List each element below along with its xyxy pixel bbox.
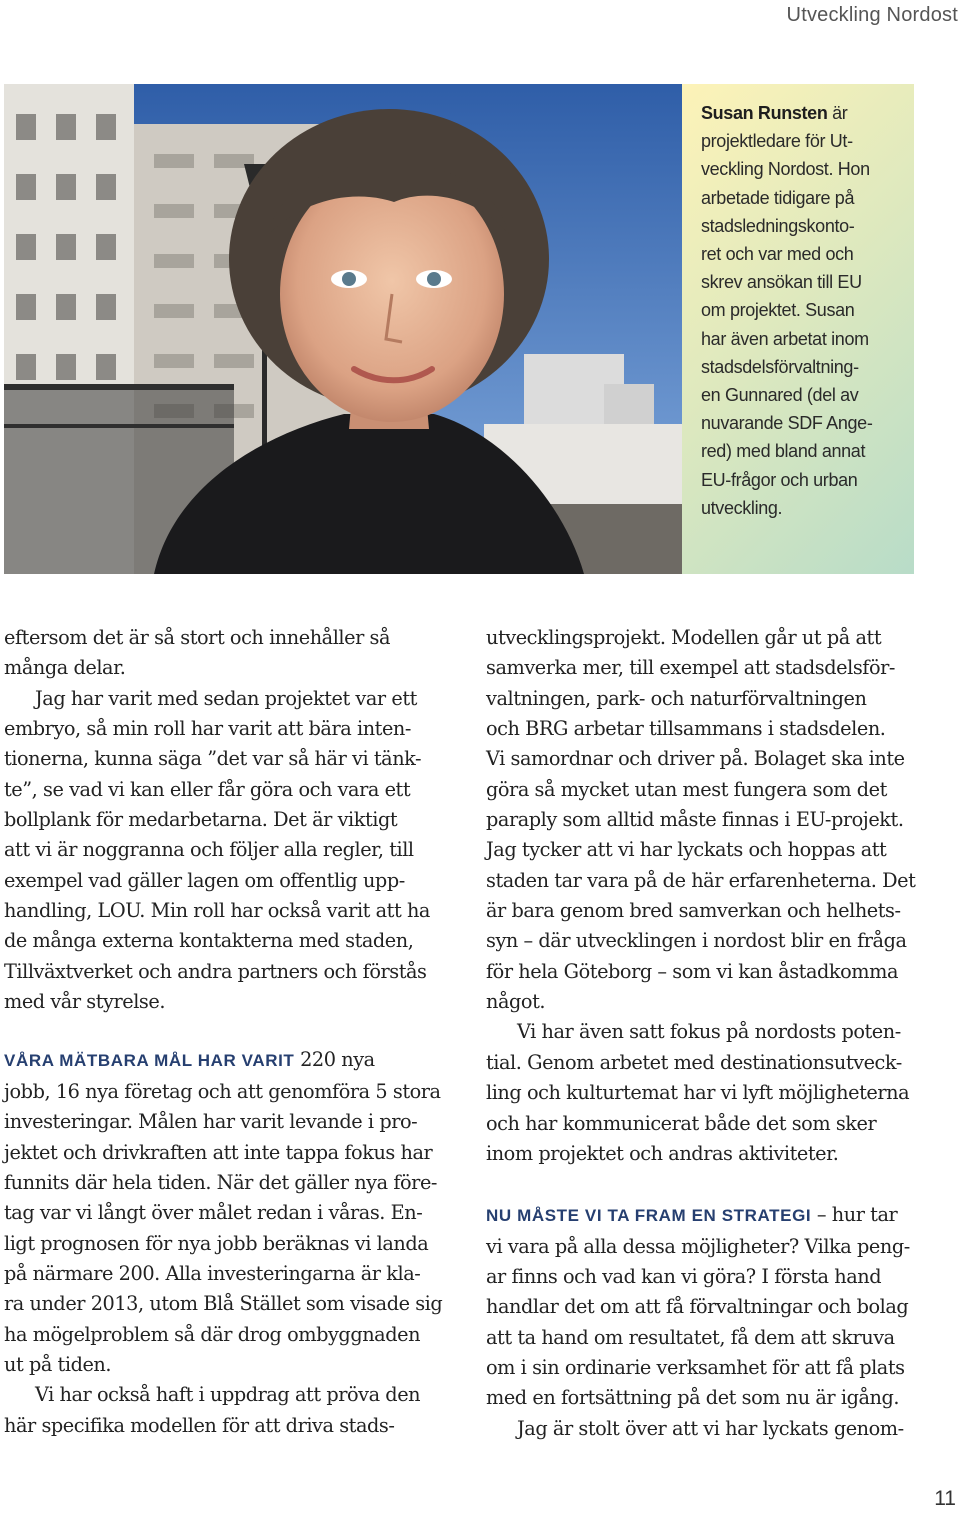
text-line: att ta hand om resultatet, få dem att skruva xyxy=(486,1325,895,1349)
paragraph xyxy=(486,623,926,1017)
paragraph xyxy=(4,684,444,1018)
portrait-illustration xyxy=(4,84,682,574)
caption-line: stadsdelsförvaltning- xyxy=(701,356,859,377)
text-line: ra under 2013, utom Blå Stället som visade sig xyxy=(4,1292,443,1316)
text-line: eftersom det är så stort och innehåller så xyxy=(4,626,391,649)
text-line: vi vara på alla dessa möjligheter? Vilka peng- xyxy=(486,1234,910,1258)
text-line: med vår styrelse. xyxy=(4,990,166,1014)
section-lead: VÅRA MÄTBARA MÅL HAR VARIT xyxy=(4,1051,295,1071)
caption-line: om projektet. Susan xyxy=(701,300,855,321)
text-line: och BRG arbetar tillsammans i stadsdelen. xyxy=(486,717,886,741)
section-lead: NU MÅSTE VI TA FRAM EN STRATEGI xyxy=(486,1206,812,1226)
text-line: ar finns och vad kan vi göra? I första hand xyxy=(486,1264,882,1288)
text-line xyxy=(4,1045,444,1076)
text-line: tag var vi långt över målet redan i våras. En- xyxy=(4,1201,423,1225)
text-line: för hela Göteborg – som vi kan åstadkomma xyxy=(486,959,898,983)
text-line: paraply som alltid måste finnas i EU-projekt. xyxy=(486,808,904,832)
text-line: bollplank för medarbetarna. Det är viktigt xyxy=(4,808,398,832)
text-line: tionerna, kunna säga ”det var så här vi tänk- xyxy=(4,747,422,771)
text-line: Vi har även satt fokus på nordosts poten- xyxy=(517,1020,901,1044)
text-line: med en fortsättning på det som nu är igång. xyxy=(486,1386,900,1410)
caption-line: är xyxy=(832,103,848,123)
text-line: funnits där hela tiden. När det gäller nya före- xyxy=(4,1170,437,1194)
text-line: Jag tycker att vi har lyckats och hoppas att xyxy=(486,838,887,862)
text-line: Jag är stolt över att vi har lyckats genom- xyxy=(517,1416,904,1440)
running-title: Utveckling Nordost xyxy=(786,4,958,26)
caption-line: ret och var med och xyxy=(701,244,854,265)
caption-line: arbetade tidigare på xyxy=(701,187,855,208)
text-line: Tillväxtverket och andra partners och förstås xyxy=(4,959,427,983)
paragraph xyxy=(4,1380,444,1441)
caption-line: projektledare för Ut- xyxy=(701,131,853,152)
text-line: här specifika modellen för att driva stads- xyxy=(4,1413,395,1437)
text-line: något. xyxy=(486,990,546,1014)
text-line: göra så mycket utan mest fungera som det xyxy=(486,777,887,801)
text-line: jektet och drivkraften att inte tappa fokus har xyxy=(4,1140,433,1164)
right-column xyxy=(486,623,926,1444)
text-line xyxy=(486,1200,926,1231)
text-line: ut på tiden. xyxy=(4,1352,112,1376)
text-fragment: 220 nya xyxy=(294,1048,375,1072)
paragraph xyxy=(4,623,444,684)
text-line: Vi samordnar och driver på. Bolaget ska inte xyxy=(486,747,905,771)
caption-box xyxy=(682,84,914,574)
text-line: handling, LOU. Min roll har också varit att ha xyxy=(4,899,430,923)
caption-line: EU-frågor och urban xyxy=(701,469,858,490)
text-line: om i sin ordinarie verksamhet för att få plats xyxy=(486,1355,905,1379)
text-line: tial. Genom arbetet med destinationsutveck- xyxy=(486,1050,902,1074)
text-line: och har kommunicerat både det som sker xyxy=(486,1111,877,1135)
text-line: är bara genom bred samverkan och helhets- xyxy=(486,899,901,923)
text-line: utvecklingsprojekt. Modellen går ut på att xyxy=(486,626,882,649)
text-line: samverka mer, till exempel att stadsdelsför- xyxy=(486,656,895,680)
photo-caption xyxy=(701,99,901,522)
text-line: ligt prognosen för nya jobb beräknas vi landa xyxy=(4,1231,429,1255)
page-number: 11 xyxy=(934,1487,956,1510)
text-line: embryo, så min roll har varit att bära inten- xyxy=(4,717,411,741)
caption-line: stadsledningskonto- xyxy=(701,215,855,236)
text-line: på närmare 200. Alla investeringarna är kla- xyxy=(4,1261,421,1285)
text-line: Vi har också haft i uppdrag att pröva den xyxy=(35,1383,421,1407)
text-line: syn – där utvecklingen i nordost blir en fråga xyxy=(486,929,907,953)
text-line: te”, se vad vi kan eller får göra och vara ett xyxy=(4,777,411,801)
caption-name: Susan Runsten xyxy=(701,103,828,123)
caption-line: nuvarande SDF Ange- xyxy=(701,413,873,434)
portrait-photo xyxy=(4,84,682,574)
paragraph xyxy=(4,1045,444,1380)
caption-line: har även arbetat inom xyxy=(701,328,869,349)
caption-line: veckling Nordost. Hon xyxy=(701,159,870,180)
caption-line: skrev ansökan till EU xyxy=(701,272,862,293)
paragraph xyxy=(486,1414,926,1444)
caption-line: en Gunnared (del av xyxy=(701,385,859,406)
text-line: exempel vad gäller lagen om offentlig upp- xyxy=(4,868,405,892)
text-line: ha mögelproblem så där drog ombyggnaden xyxy=(4,1322,421,1346)
caption-line: red) med bland annat xyxy=(701,441,866,462)
text-line: ling och kulturtemat har vi lyft möjligheterna xyxy=(486,1081,910,1105)
text-line: jobb, 16 nya företag och att genomföra 5 stora xyxy=(4,1079,441,1103)
caption-line: utveckling. xyxy=(701,497,783,518)
text-line: de många externa kontakterna med staden, xyxy=(4,929,414,953)
paragraph xyxy=(486,1017,926,1169)
text-line: valtningen, park- och naturförvaltningen xyxy=(486,686,867,710)
text-line: Jag har varit med sedan projektet var ett xyxy=(35,686,417,710)
text-line: att vi är noggranna och följer alla regler, till xyxy=(4,838,414,862)
left-column xyxy=(4,623,444,1441)
text-line: staden tar vara på de här erfarenheterna. Det xyxy=(486,868,916,892)
paragraph xyxy=(486,1200,926,1413)
text-line: många delar. xyxy=(4,656,126,680)
text-line: handlar det om att få förvaltningar och bolag xyxy=(486,1295,909,1319)
text-fragment: – hur tar xyxy=(811,1203,898,1227)
text-line: investeringar. Målen har varit levande i pro- xyxy=(4,1110,418,1134)
text-line: inom projektet och andras aktiviteter. xyxy=(486,1141,839,1165)
